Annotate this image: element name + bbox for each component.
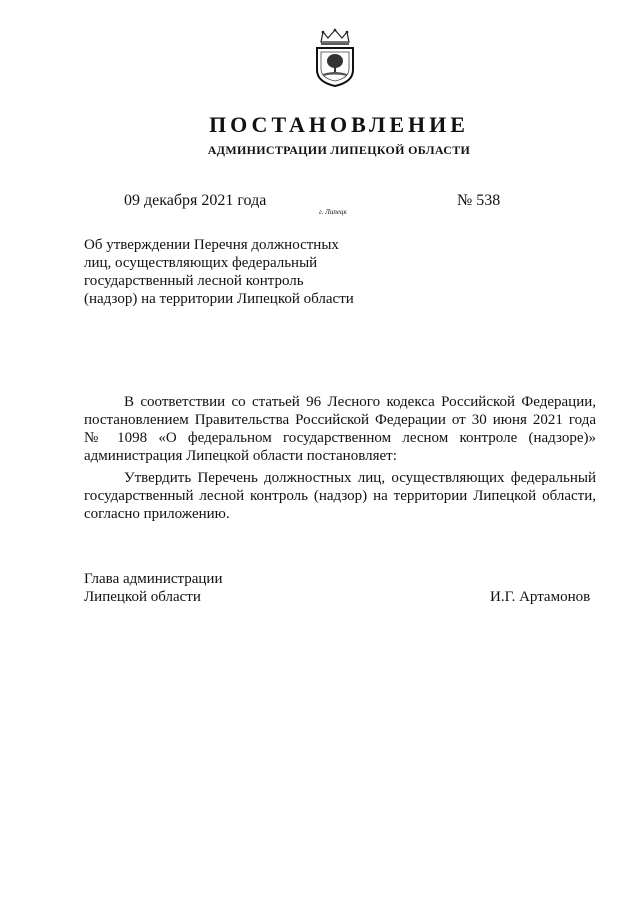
document-number: № 538 bbox=[457, 192, 501, 209]
signatory-position-line: Липецкой области bbox=[84, 589, 201, 605]
body-paragraph-preamble: В соответствии со статьей 96 Лесного кодекса Российской Федерации, постановлением Правительства Российской Федерации от 30 июня 2021 года № 1098 «О федеральном государственном лесном контроле (надзоре)» администрация Липецкой области постановляет: bbox=[84, 394, 596, 464]
body-paragraph-resolution: Утвердить Перечень должностных лиц, осуществляющих федеральный государственный лесной контроль (надзор) на территории Липецкой области, согласно приложению. bbox=[84, 470, 596, 522]
signatory-position-line: Глава администрации bbox=[84, 571, 223, 587]
signatory-name: И.Г. Артамонов bbox=[490, 589, 591, 605]
subject-line: государственный лесной контроль bbox=[84, 273, 304, 289]
document-title: ПОСТАНОВЛЕНИЕ bbox=[209, 112, 469, 137]
signatory-position bbox=[84, 570, 222, 606]
subject-line: (надзор) на территории Липецкой области bbox=[84, 291, 354, 307]
document-city: г. Липецк bbox=[319, 208, 347, 216]
document-subject bbox=[84, 236, 374, 308]
subject-line: Об утверждении Перечня должностных bbox=[84, 237, 339, 253]
issuing-authority: АДМИНИСТРАЦИИ ЛИПЕЦКОЙ ОБЛАСТИ bbox=[207, 143, 471, 157]
document-date: 09 декабря 2021 года bbox=[124, 192, 267, 209]
coat-of-arms-icon bbox=[313, 28, 357, 88]
subject-line: лиц, осуществляющих федеральный bbox=[84, 255, 318, 271]
